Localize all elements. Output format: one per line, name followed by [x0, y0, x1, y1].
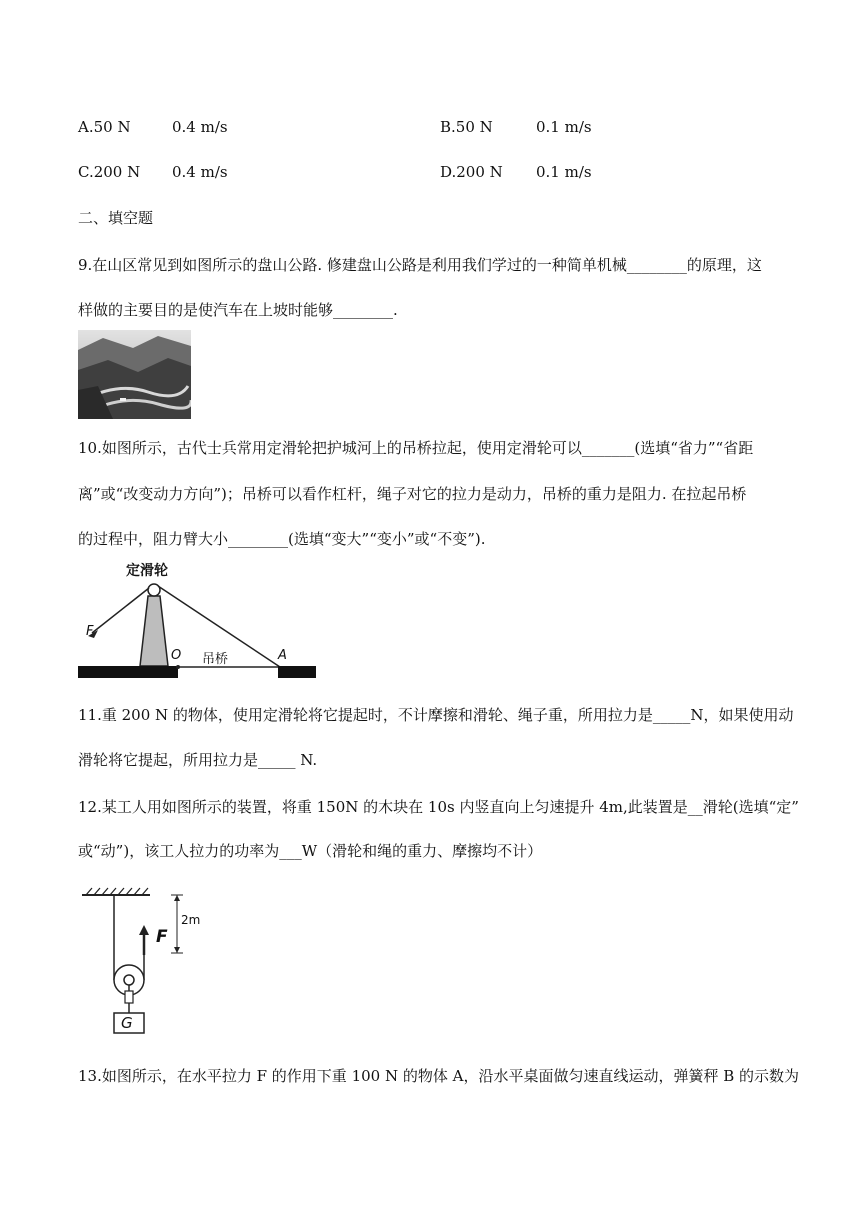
force-label: F	[156, 927, 168, 947]
option-a	[78, 118, 131, 136]
option-c-force: 200 N	[93, 163, 141, 181]
option-b	[440, 118, 493, 136]
option-a-speed: 0.4 m/s	[172, 118, 228, 136]
option-d-letter: D.	[440, 163, 457, 181]
q10-line1: 10.如图所示，古代士兵常用定滑轮把护城河上的吊桥拉起，使用定滑轮可以_______(选填“省力”“省距	[78, 439, 754, 457]
option-b-letter: B.	[440, 118, 456, 136]
q11-line1: 11.重 200 N 的物体，使用定滑轮将它提起时，不计摩擦和滑轮、绳子重，所用拉力是_____N，如果使用动	[78, 706, 794, 724]
end-label: A	[278, 648, 287, 663]
section-title: 二、填空题	[78, 209, 154, 227]
option-a-letter: A.	[78, 118, 94, 136]
bridge-label: 吊桥	[202, 652, 229, 667]
option-d-force: 200 N	[456, 163, 503, 181]
q11-line2: 滑轮将它提起，所用拉力是_____ N.	[78, 751, 318, 769]
tower-shape	[140, 596, 168, 666]
option-a-force: 50 N	[93, 118, 131, 136]
mountain-road-photo	[78, 330, 191, 419]
pulley-label: 定滑轮	[126, 563, 168, 579]
movable-pulley-figure	[82, 885, 222, 1040]
q13-line1: 13.如图所示，在水平拉力 F 的作用下重 100 N 的物体 A，沿水平桌面做匀速直线运动，弹簧秤 B 的示数为	[78, 1067, 800, 1085]
option-b-speed: 0.1 m/s	[536, 118, 592, 136]
option-c-speed: 0.4 m/s	[172, 163, 228, 181]
pivot-label: O	[171, 648, 182, 663]
option-c	[78, 163, 140, 181]
weight-label: G	[121, 1014, 133, 1032]
option-d-speed: 0.1 m/s	[536, 163, 592, 181]
force-label: F	[86, 624, 94, 639]
distance-label: 2m	[181, 913, 201, 927]
drawbridge-figure	[78, 558, 318, 684]
option-c-letter: C.	[78, 163, 94, 181]
arrow-up-icon	[139, 925, 149, 935]
q10-line3: 的过程中，阻力臂大小________(选填“变大”“变小”或“不变”).	[78, 530, 486, 548]
q12-line1: 12.某工人用如图所示的装置，将重 150N 的木块在 10s 内竖直向上匀速提升 4m,此装置是__滑轮(选填“定”	[78, 798, 799, 816]
q10-line2: 离”或“改变动力方向”)；吊桥可以看作杠杆，绳子对它的拉力是动力，吊桥的重力是阻力. 在拉起吊桥	[78, 485, 747, 503]
q12-line2: 或“动”)，该工人拉力的功率为___W（滑轮和绳的重力、摩擦均不计）	[78, 842, 543, 860]
option-d	[440, 163, 503, 181]
q9-line2: 样做的主要目的是使汽车在上坡时能够________.	[78, 301, 398, 319]
option-b-force: 50 N	[455, 118, 493, 136]
q9-line1: 9.在山区常见到如图所示的盘山公路. 修建盘山公路是利用我们学过的一种简单机械________的原理，这	[78, 256, 762, 274]
